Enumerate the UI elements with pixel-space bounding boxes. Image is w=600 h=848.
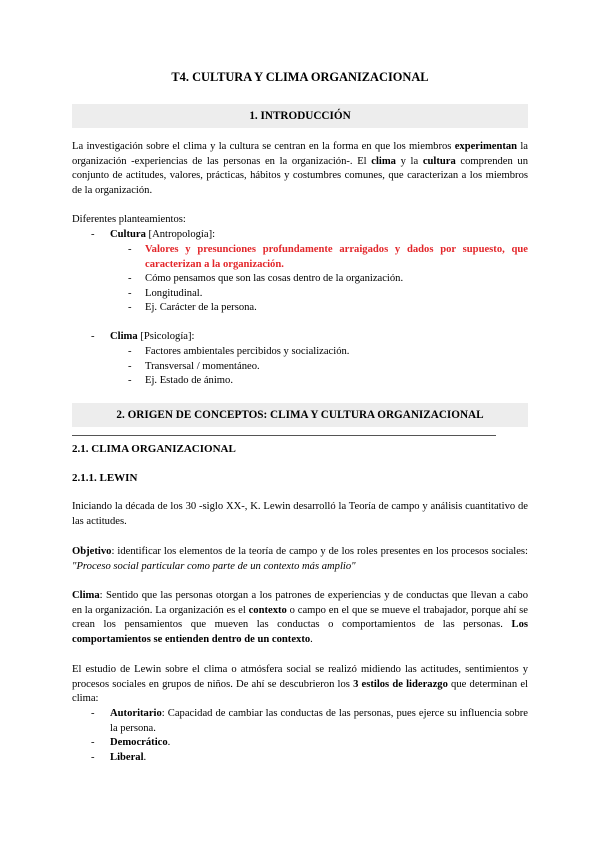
list-dash: - — [91, 229, 95, 240]
section-heading-origen — [72, 403, 528, 427]
cultura-label: Cultura — [110, 229, 146, 240]
text-run: : Sentido que las personas otorgan a los patrones de experiencias y de conductas que llevan a cabo en la organización. La organización es el — [72, 590, 528, 616]
list-item-text: . — [167, 737, 171, 749]
list-dash: - — [128, 244, 132, 255]
list-dash: - — [128, 375, 132, 387]
bold-term-clima: clima — [371, 155, 396, 167]
list-dash: - — [128, 360, 132, 372]
bold-sentence: Los comportamientos se entienden dentro de un contexto — [72, 619, 528, 645]
list-dash: - — [128, 287, 132, 299]
list-item-text: Factores ambientales percibidos y socialización. — [145, 346, 350, 357]
text-run: La investigación sobre el clima y la cultura se centran en la forma en que los miembros — [72, 141, 455, 152]
text-run: y la — [395, 155, 423, 167]
objetivo-label: Objetivo — [72, 546, 112, 557]
clima-definition-label: Clima — [72, 590, 100, 601]
list-item — [91, 736, 528, 751]
list-item — [91, 707, 528, 736]
estilo-autoritario-label: Autoritario — [110, 708, 162, 719]
text-run: que determinan el clima: — [72, 678, 528, 705]
list-item-text: Cómo pensamos que son las cosas dentro de la organización. — [145, 273, 404, 285]
list-dash: - — [128, 302, 132, 314]
section-heading-introduccion — [72, 104, 528, 128]
lewin-intro-paragraph: Iniciando la década de los 30 -siglo XX-, K. Lewin desarrolló la Teoría de campo y análisis cuantitativo de las actitudes. — [72, 501, 528, 527]
list-dash: - — [128, 346, 132, 357]
italic-quote: "Proceso social particular como parte de un contexto más amplio" — [72, 560, 356, 572]
divider — [72, 435, 496, 436]
list-item-text: Longitudinal. — [145, 287, 203, 299]
list-item — [128, 272, 528, 287]
clima-note: [Psicología]: — [137, 331, 195, 342]
document-title: T4. CULTURA Y CLIMA ORGANIZACIONAL — [171, 70, 429, 84]
list-item — [128, 360, 528, 375]
list-item-text: : Capacidad de cambiar las conductas de las personas, pues ejerce su influencia sobre la persona. — [110, 708, 528, 734]
cultura-list-item — [91, 228, 528, 243]
list-dash: - — [91, 331, 95, 342]
text-run: . — [310, 633, 313, 645]
intro-paragraph — [72, 140, 528, 198]
clima-list-item — [91, 330, 528, 345]
list-item-text: Ej. Carácter de la persona. — [145, 302, 257, 314]
list-item — [128, 345, 528, 360]
list-dash: - — [91, 708, 95, 719]
clima-sublist — [128, 345, 528, 389]
clima-label: Clima — [110, 331, 138, 342]
section-heading-label: 2. ORIGEN DE CONCEPTOS: CLIMA Y CULTURA ORGANIZACIONAL — [116, 408, 484, 421]
subsection-heading: 2.1. CLIMA ORGANIZACIONAL — [72, 443, 236, 455]
list-item — [128, 301, 528, 316]
objetivo-paragraph — [72, 545, 528, 574]
list-item — [128, 374, 528, 389]
list-dash: - — [91, 737, 95, 749]
clima-paragraph — [72, 589, 528, 647]
estilo-democratico-label: Democrático — [110, 737, 168, 749]
list-item — [128, 243, 528, 272]
bold-term-cultura: cultura — [422, 155, 456, 167]
bold-term-estilos: 3 estilos de liderazgo — [353, 678, 448, 690]
bold-term-experimentan: experimentan — [454, 141, 518, 152]
list-item-text: Transversal / momentáneo. — [145, 360, 260, 372]
cultura-sublist — [128, 243, 528, 316]
text-run: o campo en el que se mueve el trabajador, porque ahí se crean los pensamientos que mueven las conductas o comportamientos de las personas. — [72, 604, 529, 631]
list-dash: - — [128, 273, 132, 285]
subsubsection-heading: 2.1.1. LEWIN — [72, 472, 138, 484]
planteamientos-label: Diferentes planteamientos: — [72, 214, 186, 225]
text-run: : identificar los elementos de la teoría de campo y de los roles presentes en los procesos sociales: — [111, 546, 528, 557]
text-run: El estudio de Lewin sobre el clima o atmósfera social se realizó midiendo las actitudes, sentimientos y procesos sociales en grupos de niños. De ahí se descubrieron los — [72, 664, 528, 690]
section-heading-label: 1. INTRODUCCIÓN — [249, 109, 351, 122]
text-run: comprenden un conjunto de actitudes, valores, prácticas, hábitos y costumbres comunes, que caracterizan a los miembros de la organización. — [72, 155, 529, 196]
text-run: la organización -experiencias de las personas en la organización-. El — [72, 141, 528, 167]
list-dash: - — [91, 751, 95, 763]
list-item-text: . — [143, 751, 147, 763]
bold-term-contexto: contexto — [248, 604, 287, 616]
list-item — [128, 287, 528, 302]
list-item — [91, 751, 528, 766]
estudio-paragraph — [72, 663, 528, 707]
cultura-note: [Antropología]: — [145, 229, 216, 240]
estilo-liberal-label: Liberal — [110, 751, 144, 763]
estilos-list — [91, 707, 528, 765]
list-item-text: Ej. Estado de ánimo. — [145, 375, 233, 387]
highlighted-text: Valores y presunciones profundamente arraigados y dados por supuesto, que caracterizan a la organización. — [145, 244, 528, 270]
